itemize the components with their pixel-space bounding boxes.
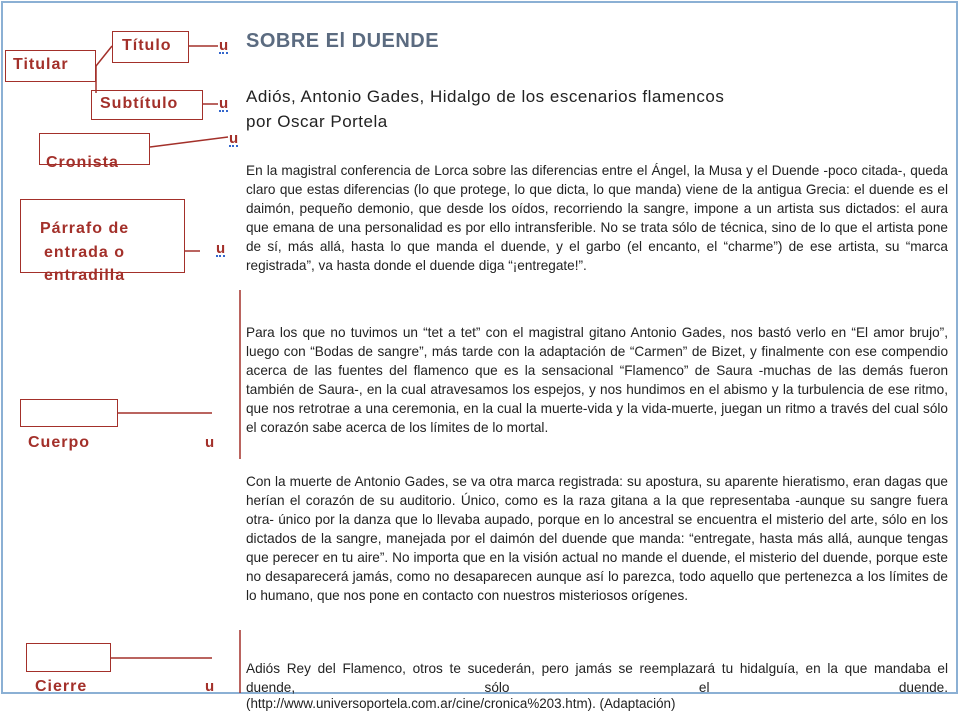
cuerpo-box xyxy=(20,399,118,427)
cierre-bullet: u xyxy=(205,678,215,695)
author-byline: por Oscar Portela xyxy=(246,112,388,131)
paragraph-entrada: En la magistral conferencia de Lorca sobre las diferencias entre el Ángel, la Musa y el Duende -poco citada-, queda claro que estas diferencias (lo que protege, lo que dicta, lo que manda) viene de la antigua Grecia: el duende es el daimón, pequeño demonio, que desde los oídos, recorriendo la sangre, impone a un artista sus dictados: el aura que emana de una personalidad es por ello intransferible. No se trata sólo de técnica, sino de lo que el artista pone de sí, más allá, hasta lo que manda el duende, y el garbo (el encanto, el “charme”) de ese artista, su “marca registrada”, va hasta donde el duende diga “¡entregate!”. xyxy=(246,163,948,273)
titulo-label: Título xyxy=(122,37,172,54)
titulo-bullet: u xyxy=(219,37,229,54)
cuerpo-bullet: u xyxy=(205,434,215,451)
cierre-box xyxy=(26,643,111,672)
paragraph-cierre: Adiós Rey del Flamenco, otros te sucederán, pero jamás se reemplazará tu hidalguía, en la que mandaba el duende, sólo el duende. xyxy=(246,661,948,695)
parrafo-bullet: u xyxy=(216,240,226,257)
paragraph-cuerpo-2: Con la muerte de Antonio Gades, se va otra marca registrada: su apostura, su aparente hieratismo, eran dagas que herían el corazón de su auditorio. Único, como es la raza gitana a la que representaba -aunque su sangre fuera otra- único por la danza que lo llevaba aupado, porque en lo ancestral se encuentra el misterio del arte, sólo en los dictados de la sangre, manejada por el daimón del duende que manda: “entregate, hasta más allá, aunque tengas que perecer en tu aire”. No importa que en la visión actual no mande el duende, el misterio del duende, porque este no desaparecerá jamás, como no desaparecen aunque así lo parezca, todo aquello que pertenezca a los límites de lo humano, que nos pone en contacto con nuestros misteriosos orígenes. xyxy=(246,474,948,603)
article-title: SOBRE El DUENDE xyxy=(246,30,440,52)
subtitulo-label: Subtítulo xyxy=(100,95,179,112)
cronista-bullet: u xyxy=(229,130,239,147)
article-subtitle xyxy=(246,84,846,134)
cronista-label: Cronista xyxy=(46,154,119,171)
cuerpo-label: Cuerpo xyxy=(28,434,90,451)
cronista-connector-line xyxy=(150,137,228,147)
cierre-label: Cierre xyxy=(35,678,88,695)
titular-to-titulo-line xyxy=(96,46,112,66)
parrafo-label-line2: entrada o xyxy=(44,244,126,261)
source-citation: (http://www.universoportela.com.ar/cine/cronica%203.htm). (Adaptación) xyxy=(246,696,676,711)
subtitulo-bullet: u xyxy=(219,95,229,112)
paragraph-cuerpo-1: Para los que no tuvimos un “tet a tet” con el magistral gitano Antonio Gades, nos bastó verlo en “El amor brujo”, luego con “Bodas de sangre”, más tarde con la adaptación de “Carmen” de Bizet, y finalmente con ese compendio acerca de las fuentes del flamenco que es la sensacional “Flamenco” de Saura -muchas de las demás fueron también de Saura-, en la cual atravesamos los espejos, y nos hundimos en el abismo y la turbulencia de ese ritmo, que nos retrotrae a una ceremonia, en la cual la muerte-vida y la vida-muerte, juegan un ritmo a través del cual sólo el corazón sabe acerca de los límites de lo mortal. xyxy=(246,325,948,435)
titular-label: Titular xyxy=(13,56,69,73)
subtitle-line: Adiós, Antonio Gades, Hidalgo de los escenarios flamencos xyxy=(246,87,725,106)
parrafo-label-line1: Párrafo de xyxy=(40,220,130,237)
parrafo-label-line3: entradilla xyxy=(44,267,126,284)
